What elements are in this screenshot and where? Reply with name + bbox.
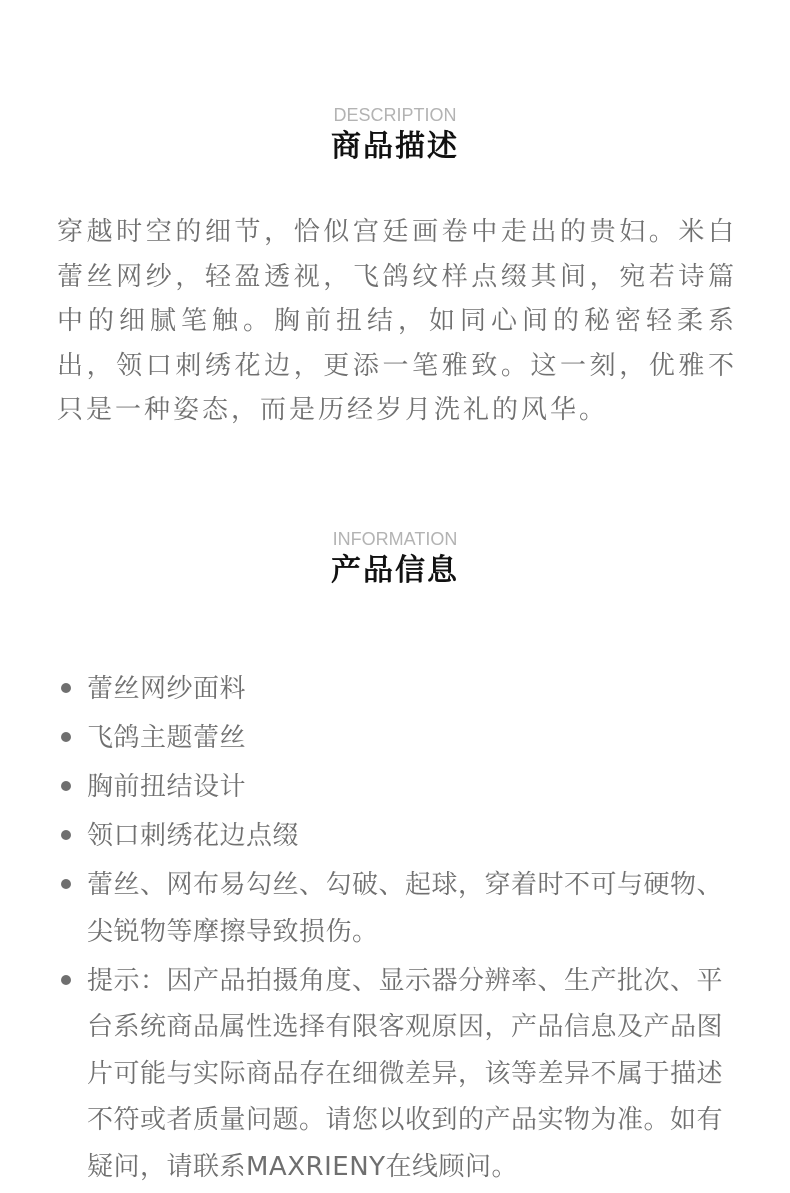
list-item-text: 飞鸽主题蕾丝 (87, 723, 247, 753)
description-title: 商品描述 (331, 129, 459, 164)
product-description-text: 穿越时空的细节，恰似宫廷画卷中走出的贵妇。米白蕾丝网纱，轻盈透视，飞鸽纹样点缀其间，宛若诗篇中的细腻笔触。胸前扭结，如同心间的秘密轻柔系出，领口刺绣花边，更添一笔雅致。这一刻，优雅不只是一种姿态，而是历经岁月洗礼的风华。 (57, 217, 737, 425)
bullet-icon (61, 732, 71, 742)
list-item (58, 862, 738, 955)
list-item-text: 蕾丝、网布易勾丝、勾破、起球，穿着时不可与硬物、尖锐物等摩擦导致损伤。 (87, 870, 724, 947)
list-item (58, 958, 738, 1191)
list-item (58, 764, 738, 811)
description-eyebrow: DESCRIPTION (333, 105, 457, 125)
bullet-icon (61, 781, 71, 791)
list-item-text: 领口刺绣花边点缀 (87, 821, 300, 851)
list-item-text: 胸前扭结设计 (87, 772, 247, 802)
list-item (58, 666, 738, 713)
product-info-list (58, 666, 738, 1193)
information-eyebrow: INFORMATION (332, 529, 458, 549)
information-header (0, 528, 790, 590)
list-item (58, 715, 738, 762)
list-item-text: 提示：因产品拍摄角度、显示器分辨率、生产批次、平台系统商品属性选择有限客观原因，产品信息及产品图片可能与实际商品存在细微差异，该等差异不属于描述不符或者质量问题。请您以收到的产品实物为准。如有疑问，请联系MAXRIENY在线顾问。 (87, 965, 724, 1182)
information-title: 产品信息 (331, 553, 459, 588)
list-item-text: 蕾丝网纱面料 (87, 674, 247, 704)
bullet-icon (61, 975, 71, 985)
description-header (0, 104, 790, 166)
bullet-icon (61, 683, 71, 693)
list-item (58, 813, 738, 860)
bullet-icon (61, 830, 71, 840)
bullet-icon (61, 879, 71, 889)
